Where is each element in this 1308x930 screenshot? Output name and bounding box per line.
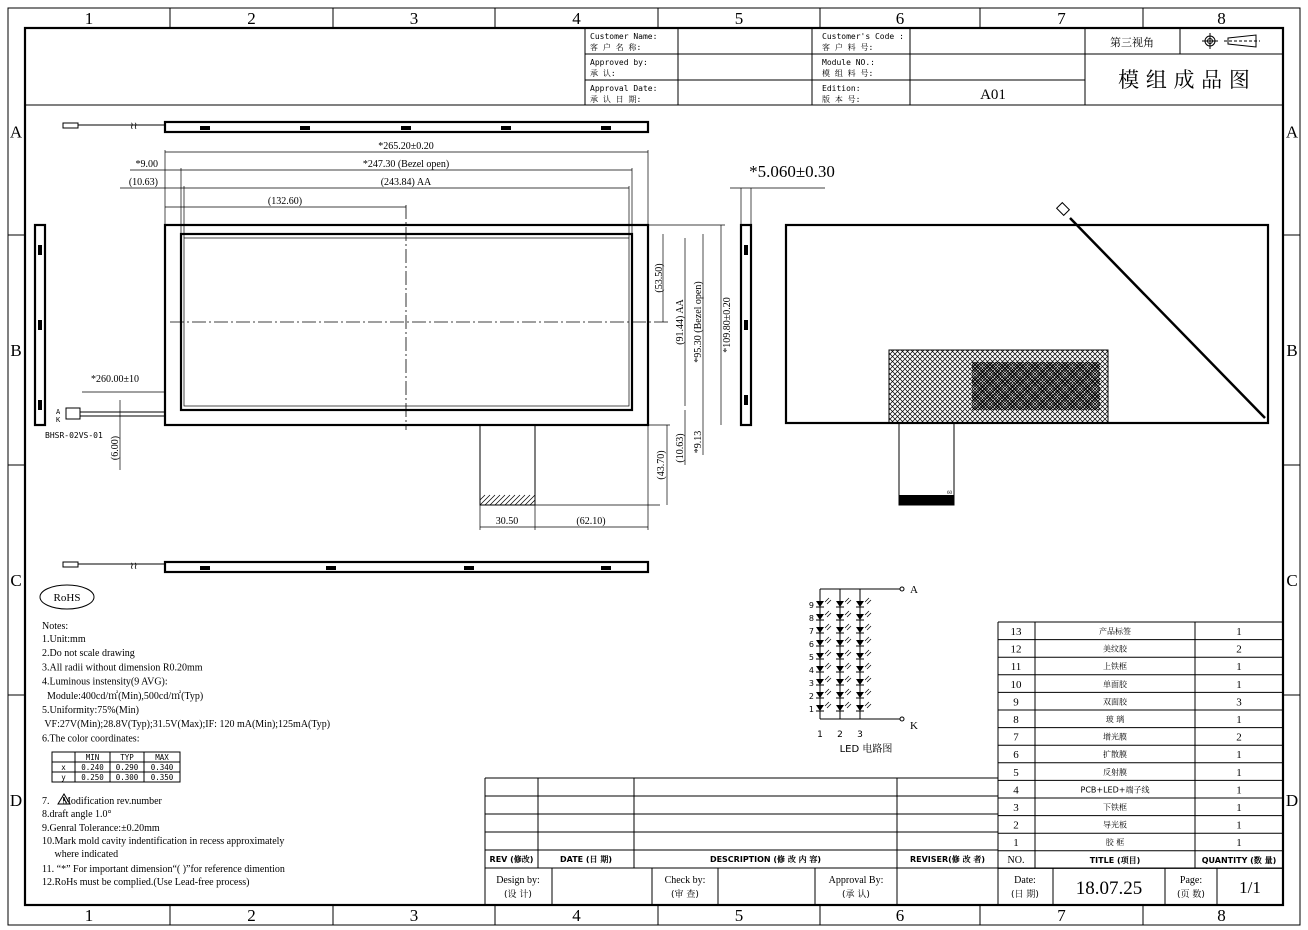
- date-label-cn: (日 期): [1011, 890, 1039, 900]
- title-block: [25, 28, 1283, 105]
- bom-item-title: 美纹胶: [1103, 644, 1127, 654]
- led-diode-icon: [856, 679, 864, 685]
- bom-item-no: 8: [1013, 714, 1019, 726]
- zone-col-bottom: 7: [1057, 906, 1066, 925]
- notes-title: Notes:: [42, 621, 69, 632]
- inner-border: [25, 28, 1283, 905]
- dim-bezel-open-width: *247.30 (Bezel open): [362, 159, 450, 170]
- zone-col-bottom: 1: [84, 906, 94, 925]
- note-line: 10.Mark mold cavity indentification in recess approximately: [42, 836, 285, 847]
- svg-text:≀≀: ≀≀: [130, 561, 138, 572]
- color-table-text: 0.250: [81, 773, 104, 782]
- pin-a-label: A: [56, 408, 61, 416]
- check-by-label: Check by:: [664, 875, 706, 886]
- led-row-label: 1: [808, 705, 814, 714]
- bom-item-title: 单面胶: [1103, 679, 1127, 689]
- led-diode-icon: [836, 705, 844, 711]
- bom-item-title: 玻 璃: [1105, 715, 1125, 724]
- zone-col-top: 6: [895, 9, 905, 28]
- led-row-label: 3: [808, 679, 814, 688]
- module-no-label-cn: 模 组 料 号:: [822, 69, 874, 78]
- bom-item-qty: 1: [1236, 802, 1242, 814]
- color-table-text: MAX: [155, 753, 169, 762]
- zone-row-right: B: [1286, 341, 1298, 360]
- zone-col-top: 8: [1217, 9, 1226, 28]
- color-table-text: MIN: [85, 753, 100, 762]
- customer-name-label: Customer Name:: [590, 32, 658, 41]
- connector-label: BHSR-02VS-01: [45, 431, 103, 440]
- zone-col-top: 4: [572, 9, 581, 28]
- bom-item-qty: 1: [1236, 626, 1242, 638]
- zone-row-left: D: [9, 791, 23, 810]
- dim-left-bezel: *9.00: [135, 159, 158, 170]
- note-line: 11. “*” For important dimension“( )”for reference dimention: [42, 864, 285, 875]
- right-side-view: [730, 162, 835, 425]
- dim-left-aa: (10.63): [128, 177, 158, 188]
- zone-col-bottom: 6: [895, 906, 905, 925]
- date-value: 18.07.25: [1075, 878, 1143, 899]
- led-diode-icon: [856, 666, 864, 672]
- svg-text:≀≀: ≀≀: [130, 121, 138, 132]
- approval-by-label-cn: (承 认): [842, 890, 870, 900]
- bom-item-title: 下铁框: [1103, 803, 1127, 812]
- color-table-text: 0.300: [115, 773, 139, 782]
- led-diode-icon: [836, 679, 844, 685]
- zone-col-top: 7: [1057, 9, 1066, 28]
- led-row-label: 5: [808, 653, 814, 662]
- color-table-text: 0.340: [150, 763, 174, 772]
- bom-item-qty: 1: [1236, 661, 1242, 674]
- led-row-label: 8: [808, 614, 814, 623]
- note-line: where indicated: [42, 849, 119, 860]
- led-string-label: 2: [837, 730, 843, 740]
- color-table-text: 0.290: [115, 763, 139, 772]
- bom-item-qty: 1: [1236, 837, 1242, 850]
- note-line: Module:400cd/㎡(Min),500cd/㎡(Typ): [42, 690, 204, 702]
- dim-bezel-open-height: *95.30 (Bezel open): [693, 281, 704, 363]
- pcb-hatch: [889, 350, 1108, 423]
- led-circuit-title: LED 电路图: [839, 744, 893, 755]
- zone-col-bottom: 5: [734, 906, 744, 925]
- customer-name-label-cn: 客 户 名 称:: [590, 43, 642, 52]
- revision-header: DATE (日 期): [559, 855, 613, 864]
- dim-cable-length: *260.00±10: [91, 374, 139, 385]
- dim-bottom-bezel: *9.13: [693, 430, 704, 454]
- led-diode-icon: [856, 640, 864, 646]
- led-diode-icon: [816, 666, 824, 672]
- led-diode-icon: [856, 627, 864, 633]
- bom-item-no: 9: [1013, 696, 1019, 709]
- left-side-view: [35, 225, 165, 470]
- rear-view: [786, 203, 1268, 505]
- bom-table: [998, 622, 1283, 868]
- note-line: 2.Do not scale drawing: [42, 648, 135, 660]
- bom-item-no: 10: [1010, 678, 1022, 691]
- led-diode-icon: [816, 614, 824, 620]
- led-row-label: 4: [808, 666, 814, 675]
- zone-col-bottom: 3: [409, 906, 419, 925]
- bom-item-no: 5: [1013, 766, 1019, 779]
- note-line: 12.RoHs must be complied.(Use Lead-free process): [42, 877, 250, 888]
- bom-item-no: 4: [1013, 784, 1019, 797]
- color-table-text: 0.240: [81, 763, 104, 772]
- led-string-label: 1: [817, 730, 823, 740]
- note-line: 3.All radii without dimension R0.20mm: [42, 662, 203, 674]
- fpc-stiffener-hatch: [480, 495, 535, 505]
- led-diode-icon: [836, 666, 844, 672]
- date-label: Date:: [1014, 875, 1036, 886]
- customer-code-label: Customer's Code :: [822, 32, 904, 41]
- led-diode-icon: [816, 627, 824, 633]
- dim-aa-height: (91.44) AA: [675, 299, 686, 345]
- dim-center-y: (53.50): [654, 263, 665, 293]
- led-diode-icon: [816, 640, 824, 646]
- led-diode-icon: [856, 692, 864, 698]
- approved-by-label-cn: 承 认:: [590, 69, 616, 78]
- led-diode-icon: [836, 614, 844, 620]
- led-string-label: 3: [857, 730, 863, 740]
- led-diode-icon: [816, 679, 824, 685]
- bom-header-no: NO.: [1007, 854, 1025, 866]
- bom-item-title: 增光膜: [1103, 732, 1127, 742]
- led-cathode-label: K: [910, 720, 918, 732]
- color-table-text: 0.350: [150, 773, 174, 782]
- module-no-label: Module NO.:: [822, 58, 875, 67]
- approval-date-label-cn: 承 认 日 期:: [590, 95, 642, 104]
- led-row-label: 2: [808, 692, 814, 701]
- zone-col-top: 2: [247, 9, 256, 28]
- note-line: 5.Uniformity:75%(Min): [42, 705, 139, 716]
- color-table-text: y: [61, 773, 66, 782]
- approval-by-label: Approval By:: [828, 875, 884, 886]
- led-diode-icon: [836, 692, 844, 698]
- led-diode-icon: [816, 692, 824, 698]
- revision-header: DESCRIPTION (修 改 内 容): [709, 855, 822, 864]
- led-diode-icon: [816, 601, 824, 607]
- customer-code-label-cn: 客 户 料 号:: [822, 43, 874, 52]
- revision-header: REV (修改): [489, 855, 534, 864]
- zone-row-left: A: [9, 122, 23, 142]
- rohs-label: RoHS: [53, 592, 81, 604]
- revision-table: [485, 778, 1283, 905]
- bom-item-qty: 3: [1236, 696, 1242, 709]
- led-row-label: 7: [808, 627, 814, 636]
- zone-row-left: B: [10, 341, 22, 360]
- led-diode-icon: [856, 614, 864, 620]
- bom-item-title: 扩散膜: [1103, 750, 1127, 760]
- note-line: VF:27V(Min);28.8V(Typ);31.5V(Max);IF: 120 mA(Min);125mA(Typ): [42, 719, 331, 731]
- dim-fpc-length: (43.70): [656, 450, 667, 480]
- zone-col-top: 3: [409, 9, 419, 28]
- bom-item-no: 11: [1010, 661, 1022, 674]
- led-diode-icon: [836, 601, 844, 607]
- bom-header-title: TITLE (项目): [1089, 855, 1141, 865]
- page-label: Page:: [1179, 875, 1203, 886]
- bom-item-no: 2: [1013, 819, 1019, 832]
- dim-thickness: *5.060±0.30: [749, 162, 835, 181]
- bom-item-no: 1: [1013, 837, 1019, 850]
- bom-item-title: 反射膜: [1103, 767, 1127, 777]
- edition-value: A01: [980, 87, 1006, 103]
- bom-item-qty: 2: [1236, 643, 1242, 656]
- zone-row-right: C: [1286, 571, 1298, 590]
- dim-cable-offset: (6.00): [110, 435, 121, 461]
- bom-item-title: PCB+LED+端子线: [1080, 785, 1150, 795]
- zone-row-left: C: [10, 571, 22, 590]
- led-circuit: [809, 584, 918, 755]
- dim-overall-height: *109.80±0.20: [722, 297, 733, 353]
- edition-label-cn: 版 本 号:: [822, 95, 861, 104]
- led-diode-icon: [836, 653, 844, 659]
- note-line: 8.draft angle 1.0°: [42, 809, 112, 820]
- revision-header: REVISER(修 改 者): [909, 855, 986, 864]
- bom-item-no: 13: [1010, 626, 1022, 638]
- bom-item-qty: 1: [1236, 749, 1242, 762]
- design-by-label-cn: (设 计): [504, 890, 532, 900]
- bom-item-qty: 2: [1236, 731, 1242, 744]
- dim-overall-width: *265.20±0.20: [378, 141, 434, 152]
- front-view: [120, 141, 733, 530]
- check-by-label-cn: (审 查): [671, 890, 699, 900]
- bom-item-qty: 1: [1236, 784, 1242, 797]
- projection-label: 第三视角: [1110, 36, 1154, 49]
- note-line: 4.Luminous instensity(9 AVG):: [42, 676, 168, 688]
- color-table-text: x: [61, 763, 66, 772]
- note-line: 1.Unit:mm: [42, 634, 86, 645]
- top-edge-view: [63, 121, 648, 132]
- bom-item-title: 导光板: [1103, 820, 1127, 830]
- led-diode-icon: [836, 640, 844, 646]
- dim-fpc-offset: (62.10): [576, 516, 606, 527]
- bom-item-no: 7: [1013, 731, 1019, 744]
- page-value: 1/1: [1239, 878, 1261, 897]
- bom-item-no: 12: [1010, 643, 1022, 656]
- fpc-pin-label: 60: [947, 491, 952, 496]
- approval-date-label: Approval Date:: [590, 84, 658, 93]
- led-diode-icon: [836, 627, 844, 633]
- bottom-edge-view: [63, 561, 648, 572]
- bom-item-title: 胶 框: [1105, 838, 1125, 848]
- led-diode-icon: [816, 705, 824, 711]
- bom-item-no: 6: [1013, 749, 1019, 762]
- led-row-label: 9: [808, 601, 814, 610]
- led-row-label: 6: [808, 640, 814, 649]
- bom-item-title: 产品标签: [1099, 627, 1131, 636]
- bom-item-qty: 1: [1236, 714, 1242, 726]
- page-label-cn: (页 数): [1177, 890, 1205, 900]
- led-anode-label: A: [910, 584, 918, 596]
- bom-item-title: 上铁框: [1103, 662, 1127, 672]
- zone-col-top: 5: [734, 9, 744, 28]
- bom-item-qty: 1: [1236, 678, 1242, 691]
- zone-col-bottom: 2: [247, 906, 256, 925]
- dim-center-x: (132.60): [267, 196, 303, 207]
- note-line: 6.The color coordinates:: [42, 733, 140, 745]
- pin-k-label: K: [56, 416, 61, 424]
- dim-bottom-aa: (10.63): [675, 433, 686, 463]
- dim-aa-width: (243.84) AA: [380, 177, 432, 188]
- bom-item-qty: 1: [1236, 766, 1242, 779]
- bom-item-title: 双面胶: [1103, 697, 1127, 707]
- drawing-title: 模 组 成 品 图: [1118, 68, 1250, 92]
- note-line: 9.Genral Tolerance:±0.20mm: [42, 823, 160, 834]
- approved-by-label: Approved by:: [590, 58, 648, 67]
- led-diode-icon: [816, 653, 824, 659]
- note-line: 7. Modification rev.number: [42, 796, 162, 807]
- led-diode-icon: [856, 653, 864, 659]
- color-table-text: TYP: [120, 753, 134, 762]
- zone-col-bottom: 8: [1217, 906, 1226, 925]
- zone-row-right: D: [1285, 791, 1299, 810]
- edition-label: Edition:: [822, 84, 861, 93]
- dim-fpc-width: 30.50: [495, 516, 519, 527]
- bom-item-qty: 1: [1236, 819, 1242, 832]
- bom-item-no: 3: [1013, 802, 1019, 814]
- notes: [42, 621, 330, 888]
- third-angle-projection-icon: [1202, 33, 1260, 49]
- zone-row-right: A: [1285, 122, 1299, 142]
- led-diode-icon: [856, 705, 864, 711]
- led-diode-icon: [856, 601, 864, 607]
- zone-col-bottom: 4: [572, 906, 581, 925]
- design-by-label: Design by:: [496, 875, 540, 886]
- zone-col-top: 1: [84, 9, 94, 28]
- bom-header-qty: QUANTITY (数 量): [1201, 855, 1277, 865]
- color-table-cell: [52, 752, 75, 762]
